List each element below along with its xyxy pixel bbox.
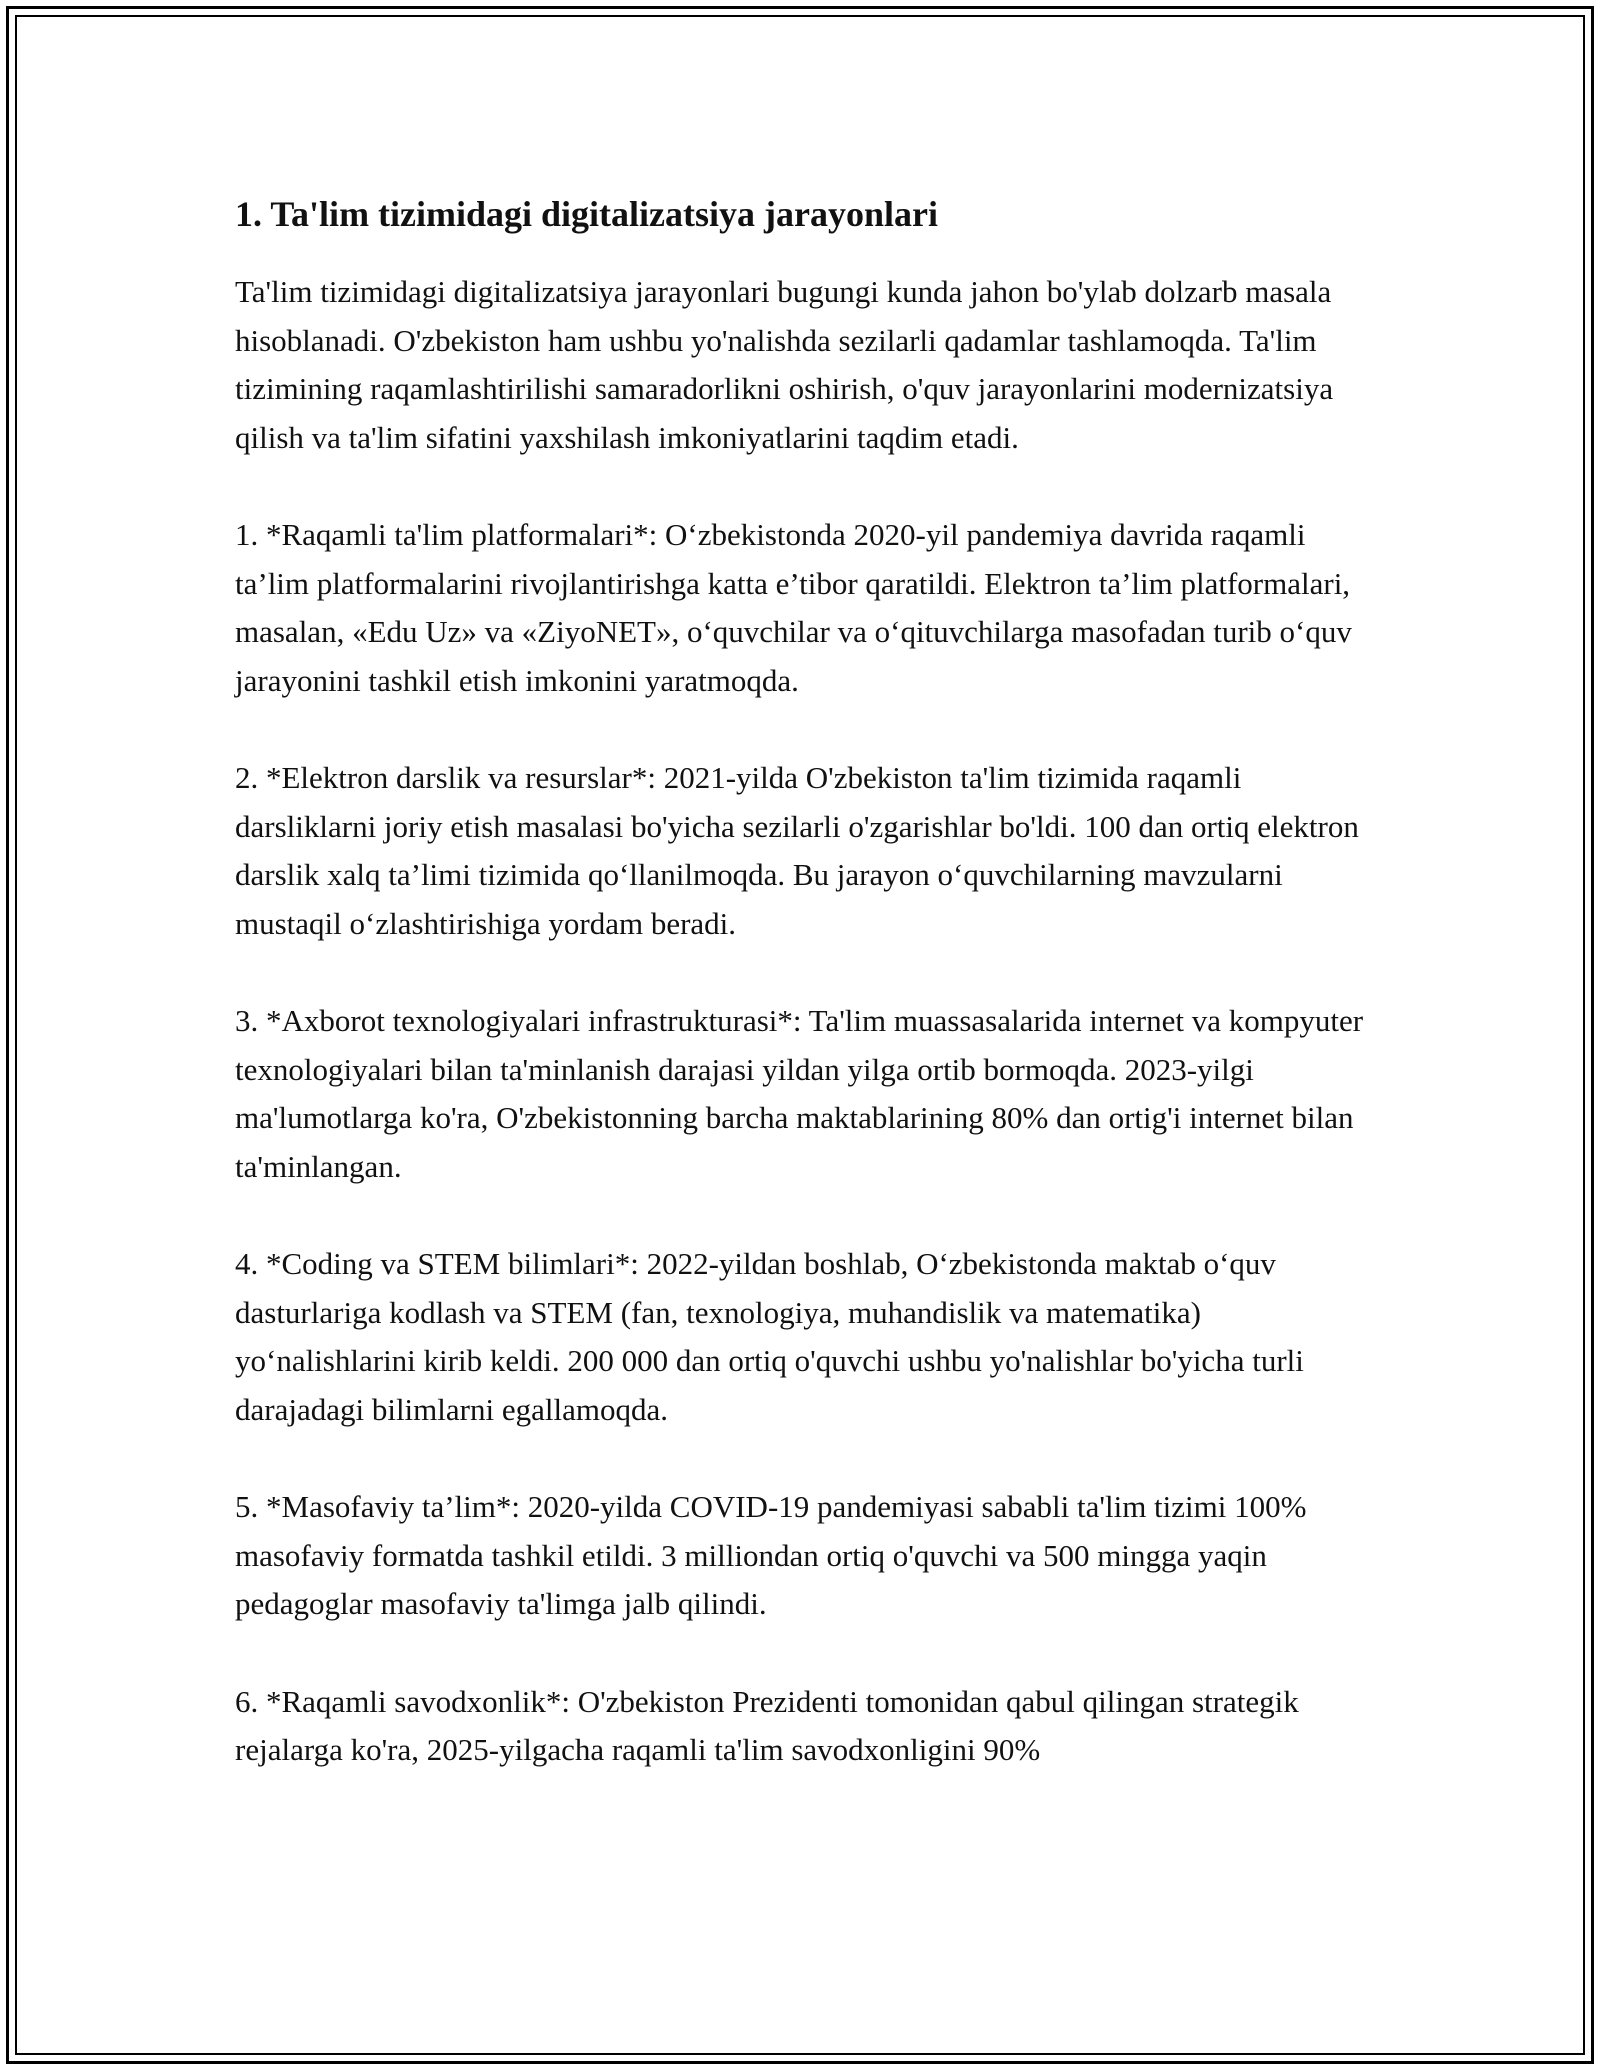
list-item-electronic-textbooks: 2. *Elektron darslik va resurslar*: 2021-yilda O'zbekiston ta'lim tizimida raqamli darsliklarni joriy etish masalasi bo'yicha sezilarli o'zgarishlar bo'ldi. 100 dan ortiq elektron darslik xalq ta’limi tizimida qo‘llanilmoqda. Bu jarayon o‘quvchilarning mavzularni mustaqil o‘zlashtirishiga yordam beradi. — [235, 760, 1359, 941]
document-body — [235, 188, 1375, 1824]
list-item-digital-literacy: 6. *Raqamli savodxonlik*: O'zbekiston Prezidenti tomonidan qabul qilingan strategik rejalarga ko'ra, 2025-yilgacha raqamli ta'lim savodxonligini 90% — [235, 1683, 1299, 1767]
list-item-coding-stem: 4. *Coding va STEM bilimlari*: 2022-yildan boshlab, O‘zbekistonda maktab o‘quv dasturlariga kodlash va STEM (fan, texnologiya, muhandislik va matematika) yo‘nalishlarini kirib keldi. 200 000 dan ortiq o'quvchi ushbu yo'nalishlar bo'yicha turli darajadagi bilimlarni egallamoqda. — [235, 1246, 1304, 1427]
list-item-distance-learning: 5. *Masofaviy ta’lim*: 2020-yilda COVID-19 pandemiyasi sababli ta'lim tizimi 100% masofaviy formatda tashkil etildi. 3 milliondan ortiq o'quvchi va 500 mingga yaqin pedagoglar masofaviy ta'limga jalb qilindi. — [235, 1489, 1307, 1621]
intro-paragraph: Ta'lim tizimidagi digitalizatsiya jarayonlari bugungi kunda jahon bo'ylab dolzarb masala hisoblanadi. O'zbekiston ham ushbu yo'nalishda sezilarli qadamlar tashlamoqda. Ta'lim tizimining raqamlashtirilishi samaradorlikni oshirish, o'quv jarayonlarini modernizatsiya qilish va ta'lim sifatini yaxshilash imkoniyatlarini taqdim etadi. — [235, 274, 1334, 455]
document-title: 1. Ta'lim tizimidagi digitalizatsiya jarayonlari — [235, 194, 939, 234]
list-item-digital-platforms: 1. *Raqamli ta'lim platformalari*: O‘zbekistonda 2020-yil pandemiya davrida raqamli ta’lim platformalarini rivojlantirishga katta e’tibor qaratildi. Elektron ta’lim platformalari, masalan, «Edu Uz» va «ZiyoNET», o‘quvchilar va o‘qituvchilarga masofadan turib o‘quv jarayonini tashkil etish imkonini yaratmoqda. — [235, 517, 1352, 698]
list-item-it-infrastructure: 3. *Axborot texnologiyalari infrastrukturasi*: Ta'lim muassasalarida internet va kompyuter texnologiyalari bilan ta'minlanish darajasi yildan yilga ortib bormoqda. 2023-yilgi ma'lumotlarga ko'ra, O'zbekistonning barcha maktablarining 80% dan ortig'i internet bilan ta'minlangan. — [235, 1003, 1364, 1184]
